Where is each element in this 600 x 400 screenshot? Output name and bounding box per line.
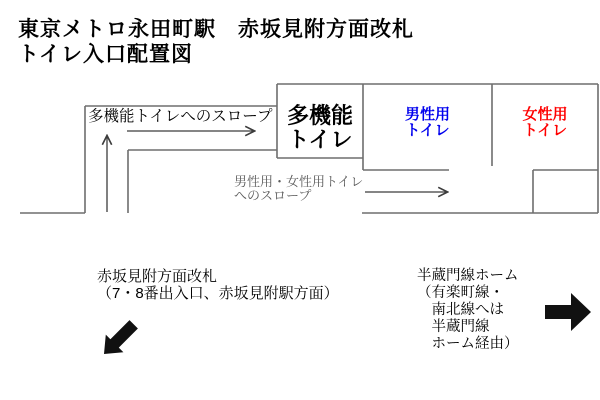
mens-womens-slope-line1: 男性用・女性用トイレ [234,174,364,189]
hanzomon-platform-label [417,268,519,353]
gate-label-line2: （7・8番出入口、赤坂見附駅方面） [97,285,339,302]
platform-label-line2: （有楽町線・ [417,285,504,301]
gate-label-line1: 赤坂見附方面改札 [97,268,218,285]
platform-label-line3: 南北線へは [417,302,504,318]
multifunction-toilet-line2: トイレ [287,127,353,152]
platform-direction-thick-right-arrow [545,293,591,331]
gate-direction-thick-down-left-arrow [104,320,138,354]
womens-toilet-line2: トイレ [522,122,568,139]
multifunction-slope-label: 多機能トイレへのスロープ [88,108,273,125]
title-line-1: 東京メトロ永田町駅 赤坂見附方面改札 [18,18,414,41]
multifunction-toilet-line1: 多機能 [286,103,353,128]
mens-toilet-line1: 男性用 [404,106,450,123]
room-label-mens-toilet [363,107,492,139]
room-label-womens-toilet [492,107,598,139]
platform-label-line4: 半蔵門線 [417,319,490,335]
platform-label-line1: 半蔵門線ホーム [417,268,519,284]
mens-womens-slope-line2: へのスロープ [234,187,312,203]
room-label-multifunction-toilet [277,104,363,152]
womens-toilet-line1: 女性用 [522,106,568,123]
platform-label-line5: ホーム経由） [417,336,519,352]
mens-toilet-line2: トイレ [405,122,450,139]
mens-womens-slope-label [234,175,363,202]
akasaka-mitsuke-gate-label [97,268,339,302]
title-line-2: トイレ入口配置図 [18,43,193,66]
